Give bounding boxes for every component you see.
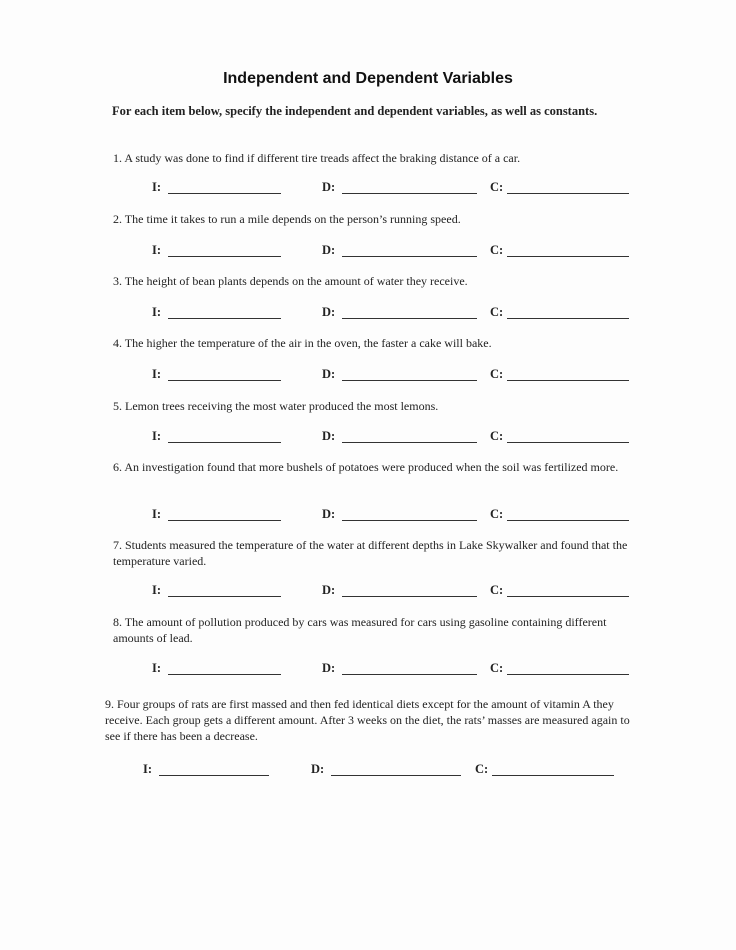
dependent-answer-line[interactable] bbox=[342, 380, 477, 381]
dependent-label: D: bbox=[322, 180, 336, 194]
question-text: 6. An investigation found that more bushels of potatoes were produced when the soil was fertilized more. bbox=[113, 460, 619, 474]
constants-label: C: bbox=[490, 507, 504, 521]
dependent-label: D: bbox=[311, 762, 325, 776]
independent-answer-line[interactable] bbox=[168, 442, 281, 443]
question-text: 5. Lemon trees receiving the most water produced the most lemons. bbox=[113, 399, 439, 413]
dependent-answer-line[interactable] bbox=[342, 596, 477, 597]
independent-label: I: bbox=[152, 305, 162, 319]
constants-answer-line[interactable] bbox=[507, 520, 629, 521]
constants-answer bbox=[490, 243, 629, 259]
independent-label: I: bbox=[152, 180, 162, 194]
dependent-label: D: bbox=[322, 507, 336, 521]
page-title: Independent and Dependent Variables bbox=[223, 70, 513, 87]
independent-label: I: bbox=[143, 762, 153, 776]
independent-answer bbox=[143, 762, 269, 778]
dependent-answer bbox=[311, 762, 461, 778]
dependent-label: D: bbox=[322, 367, 336, 381]
independent-answer-line[interactable] bbox=[168, 193, 281, 194]
constants-answer bbox=[490, 367, 629, 383]
constants-answer-line[interactable] bbox=[507, 596, 629, 597]
constants-answer bbox=[490, 305, 629, 321]
question-text: 8. The amount of pollution produced by cars was measured for cars using gasoline containing different amounts of lead. bbox=[113, 615, 607, 645]
independent-label: I: bbox=[152, 367, 162, 381]
constants-label: C: bbox=[475, 762, 489, 776]
question-text: 1. A study was done to find if different tire treads affect the braking distance of a car. bbox=[113, 151, 521, 165]
dependent-answer-line[interactable] bbox=[342, 256, 477, 257]
dependent-answer-line[interactable] bbox=[342, 193, 477, 194]
dependent-label: D: bbox=[322, 429, 336, 443]
dependent-answer bbox=[322, 583, 477, 599]
constants-answer bbox=[490, 661, 629, 677]
dependent-label: D: bbox=[322, 661, 336, 675]
dependent-answer bbox=[322, 243, 477, 259]
independent-answer-line[interactable] bbox=[159, 775, 269, 776]
dependent-answer bbox=[322, 661, 477, 677]
constants-answer bbox=[490, 507, 629, 523]
independent-answer-line[interactable] bbox=[168, 256, 281, 257]
dependent-answer bbox=[322, 367, 477, 383]
independent-answer bbox=[152, 367, 281, 383]
constants-answer bbox=[490, 583, 629, 599]
dependent-answer bbox=[322, 180, 477, 196]
independent-answer-line[interactable] bbox=[168, 380, 281, 381]
constants-label: C: bbox=[490, 583, 504, 597]
independent-answer bbox=[152, 305, 281, 321]
independent-answer bbox=[152, 661, 281, 677]
constants-label: C: bbox=[490, 243, 504, 257]
question-text: 7. Students measured the temperature of the water at different depths in Lake Skywalker and found that the temperature varied. bbox=[113, 538, 628, 568]
independent-label: I: bbox=[152, 583, 162, 597]
independent-label: I: bbox=[152, 661, 162, 675]
question-text: 4. The higher the temperature of the air in the oven, the faster a cake will bake. bbox=[113, 336, 492, 350]
independent-answer bbox=[152, 583, 281, 599]
constants-answer-line[interactable] bbox=[507, 193, 629, 194]
question-text: 9. Four groups of rats are first massed and then fed identical diets except for the amount of vitamin A they receive. Each group gets a different amount. After 3 weeks on the diet, the rats’ masses are measured again to see if there has been a decrease. bbox=[105, 697, 630, 743]
question-text: 2. The time it takes to run a mile depends on the person’s running speed. bbox=[113, 212, 461, 226]
independent-label: I: bbox=[152, 507, 162, 521]
independent-answer bbox=[152, 180, 281, 196]
independent-answer-line[interactable] bbox=[168, 318, 281, 319]
question-text: 3. The height of bean plants depends on the amount of water they receive. bbox=[113, 274, 468, 288]
constants-label: C: bbox=[490, 367, 504, 381]
dependent-label: D: bbox=[322, 583, 336, 597]
constants-label: C: bbox=[490, 429, 504, 443]
dependent-label: D: bbox=[322, 243, 336, 257]
dependent-answer bbox=[322, 507, 477, 523]
independent-answer bbox=[152, 507, 281, 523]
independent-answer bbox=[152, 429, 281, 445]
constants-answer-line[interactable] bbox=[507, 256, 629, 257]
constants-answer bbox=[490, 180, 629, 196]
dependent-answer-line[interactable] bbox=[342, 318, 477, 319]
dependent-answer-line[interactable] bbox=[342, 674, 477, 675]
independent-answer-line[interactable] bbox=[168, 596, 281, 597]
constants-label: C: bbox=[490, 180, 504, 194]
constants-answer-line[interactable] bbox=[507, 442, 629, 443]
independent-label: I: bbox=[152, 429, 162, 443]
independent-answer bbox=[152, 243, 281, 259]
constants-answer bbox=[475, 762, 614, 778]
constants-label: C: bbox=[490, 661, 504, 675]
dependent-label: D: bbox=[322, 305, 336, 319]
independent-answer-line[interactable] bbox=[168, 674, 281, 675]
dependent-answer-line[interactable] bbox=[342, 442, 477, 443]
dependent-answer-line[interactable] bbox=[342, 520, 477, 521]
constants-answer-line[interactable] bbox=[492, 775, 614, 776]
constants-answer-line[interactable] bbox=[507, 380, 629, 381]
constants-answer bbox=[490, 429, 629, 445]
constants-answer-line[interactable] bbox=[507, 674, 629, 675]
dependent-answer bbox=[322, 429, 477, 445]
independent-answer-line[interactable] bbox=[168, 520, 281, 521]
independent-label: I: bbox=[152, 243, 162, 257]
constants-answer-line[interactable] bbox=[507, 318, 629, 319]
constants-label: C: bbox=[490, 305, 504, 319]
dependent-answer-line[interactable] bbox=[331, 775, 461, 776]
instructions: For each item below, specify the independent and dependent variables, as well as constants. bbox=[112, 104, 598, 118]
dependent-answer bbox=[322, 305, 477, 321]
